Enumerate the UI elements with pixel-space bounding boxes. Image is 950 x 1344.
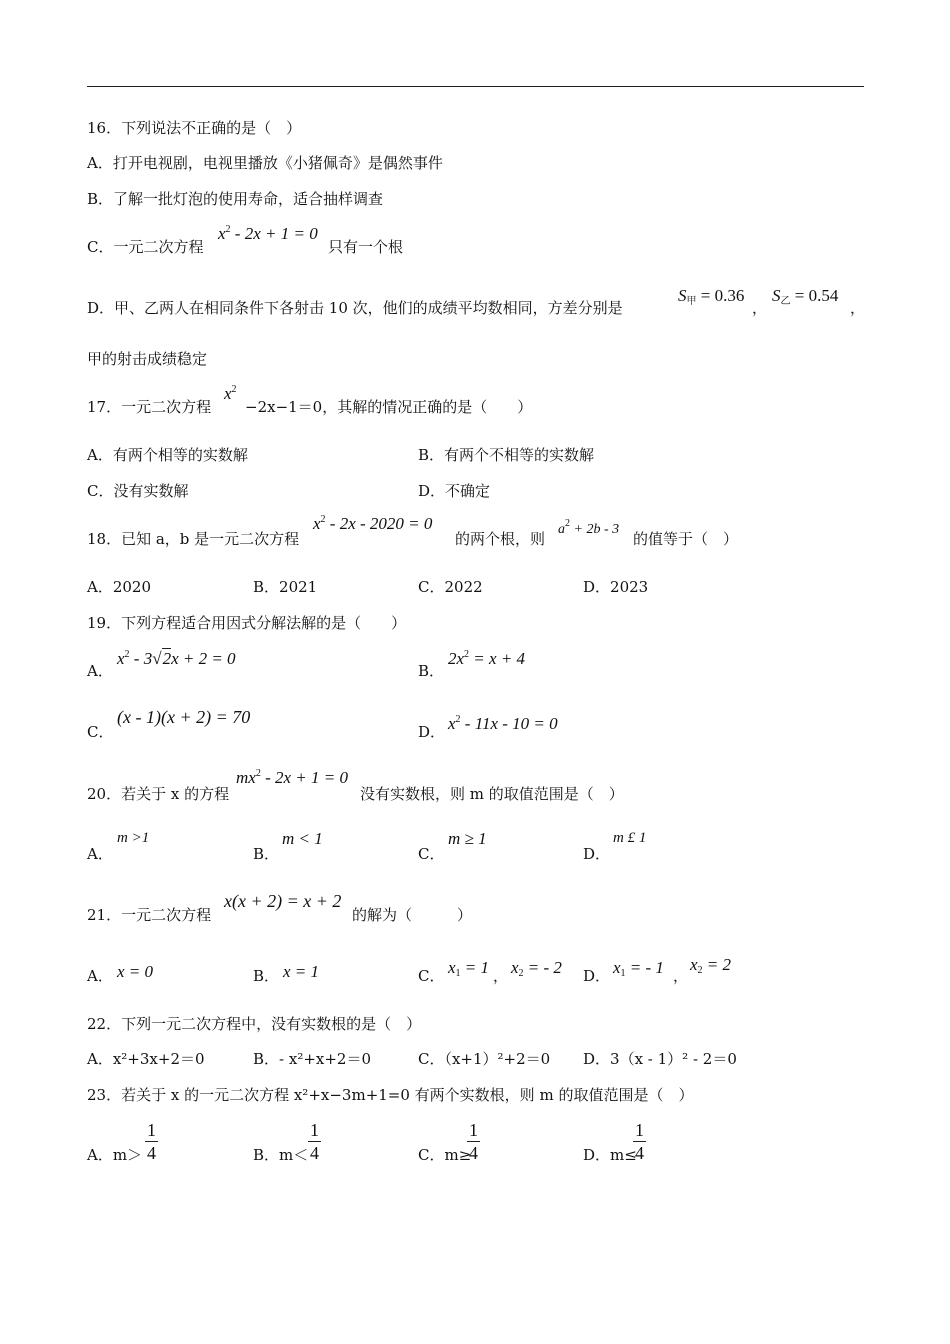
fraction-23a: $\frac{1}{4}$ — [147, 1120, 156, 1163]
question-22-option-a: A．x²+3x+2＝0 — [87, 1050, 205, 1068]
question-21-option-d-label: D． — [583, 967, 611, 985]
question-20-option-a-label: A． — [87, 845, 113, 863]
solution-21a: x = 0 — [117, 962, 154, 981]
question-21-option-c-label: C． — [418, 967, 445, 985]
question-17-stem-suffix: −2x−1＝0，其解的情况正确的是（ ） — [245, 398, 533, 416]
question-18-option-a: A．2020 — [87, 578, 152, 596]
variance-yi: $S_乙 = 0.54$ — [772, 286, 839, 307]
question-19-option-b-label: B． — [418, 662, 445, 680]
solution-21c-2: $x_2$ = - 2 — [511, 958, 562, 979]
question-16-option-b: B．了解一批灯泡的使用寿命，适合抽样调查 — [87, 190, 384, 208]
question-18-stem-suffix: 的值等于（ ） — [633, 530, 739, 548]
inequality-20c: m ≥ 1 — [448, 829, 487, 848]
question-16-option-d: D．甲、乙两人在相同条件下各射击 10 次，他们的成绩平均数相同，方差分别是 — [87, 299, 623, 317]
question-21-option-a-label: A． — [87, 967, 113, 985]
question-18-stem-prefix: 18．已知 a，b 是一元二次方程 — [87, 530, 300, 548]
question-22-option-c: C．（x+1）²+2＝0 — [418, 1050, 551, 1068]
question-20-option-c-label: C． — [418, 845, 445, 863]
question-17-option-c: C．没有实数解 — [87, 482, 189, 500]
variance-jia: $S_甲 = 0.36$ — [678, 286, 745, 307]
equation-21: x(x + 2) = x + 2 — [224, 891, 342, 911]
question-19-stem: 19．下列方程适合用因式分解法解的是（ ） — [87, 614, 407, 632]
fraction-23d: $\frac{1}{4}$ — [635, 1120, 644, 1163]
inequality-20a: m >1 — [117, 830, 150, 846]
question-23-option-c-label: C．m≥ — [418, 1146, 472, 1164]
question-21-stem-prefix: 21．一元二次方程 — [87, 906, 212, 924]
inequality-20d: m £ 1 — [613, 830, 647, 846]
solution-21b: x = 1 — [283, 962, 320, 981]
equation-19c: (x - 1)(x + 2) = 70 — [117, 707, 251, 727]
equation-19a: $x^2 - 3√2x + 2 = 0$ — [117, 649, 236, 668]
question-17-stem-prefix: 17．一元二次方程 — [87, 398, 212, 416]
question-18-option-b: B．2021 — [253, 578, 318, 596]
question-23-option-a-label: A．m＞ — [87, 1146, 143, 1164]
question-16-option-c — [87, 237, 203, 257]
question-21-stem-suffix: 的解为（ ） — [352, 906, 473, 924]
question-21-option-b-label: B． — [253, 967, 280, 985]
question-22-stem: 22．下列一元二次方程中，没有实数根的是（ ） — [87, 1015, 422, 1033]
question-16-stem: 16．下列说法不正确的是（ ） — [87, 119, 302, 137]
question-17-option-d: D．不确定 — [418, 482, 491, 500]
expression-18: $a^2 + 2b - 3$ — [558, 518, 620, 537]
solution-21d-2: $x_2 = 2$ — [690, 955, 732, 976]
fraction-23b: $\frac{1}{4}$ — [310, 1120, 319, 1163]
question-16-option-a: A．打开电视剧，电视里播放《小猪佩奇》是偶然事件 — [87, 154, 443, 172]
question-20-option-d-label: D． — [583, 845, 611, 863]
comma: ， — [673, 967, 689, 985]
question-22-option-d: D．3（x - 1）² - 2＝0 — [583, 1050, 737, 1068]
question-17-option-b: B．有两个不相等的实数解 — [418, 446, 595, 464]
question-16-option-d-line2: 甲的射击成绩稳定 — [87, 350, 208, 368]
solution-21c-1: $x_1 = 1$ — [448, 958, 490, 979]
question-23-option-d-label: D．m≤ — [583, 1146, 637, 1164]
equation-20: $mx^2 - 2x + 1 = 0$ — [236, 768, 348, 787]
question-23-stem: 23．若关于 x 的一元二次方程 x²+x−3m+1=0 有两个实数根，则 m 的取值范围是（ ） — [87, 1086, 694, 1104]
question-18-option-c: C．2022 — [418, 578, 483, 596]
question-20-option-b-label: B． — [253, 845, 280, 863]
question-17-option-a: A．有两个相等的实数解 — [87, 446, 248, 464]
header-rule — [87, 86, 864, 87]
fraction-23c: $\frac{1}{4}$ — [469, 1120, 478, 1163]
comma-tail: ， — [850, 299, 866, 317]
question-19-option-c-label: C． — [87, 723, 114, 741]
question-20-stem-prefix: 20．若关于 x 的方程 — [87, 785, 230, 803]
question-18-option-d: D．2023 — [583, 578, 649, 596]
comma: ， — [752, 299, 768, 317]
option-c-suffix: 只有一个根 — [328, 238, 404, 256]
question-18-stem-mid: 的两个根，则 — [455, 530, 546, 548]
question-19-option-a-label: A． — [87, 662, 113, 680]
equation-16c: $x^2 - 2x + 1 = 0$ — [218, 224, 318, 243]
equation-18: $x^2 - 2x - 2020 = 0$ — [313, 514, 433, 533]
question-20-stem-suffix: 没有实数根，则 m 的取值范围是（ ） — [360, 785, 624, 803]
equation-19d: $x^2 - 11x - 10 = 0$ — [448, 714, 558, 733]
question-23-option-b-label: B．m＜ — [253, 1146, 309, 1164]
equation-19b: $2x^2 = x + 4$ — [448, 649, 526, 668]
option-c-prefix: C．一元二次方程 — [87, 238, 204, 256]
solution-21d-1: $x_1$ = - 1 — [613, 958, 664, 979]
question-19-option-d-label: D． — [418, 723, 446, 741]
question-22-option-b: B．- x²+x+2＝0 — [253, 1050, 372, 1068]
inequality-20b: m < 1 — [282, 829, 323, 848]
equation-17: $x^2$ — [224, 384, 237, 403]
comma: ， — [493, 967, 509, 985]
